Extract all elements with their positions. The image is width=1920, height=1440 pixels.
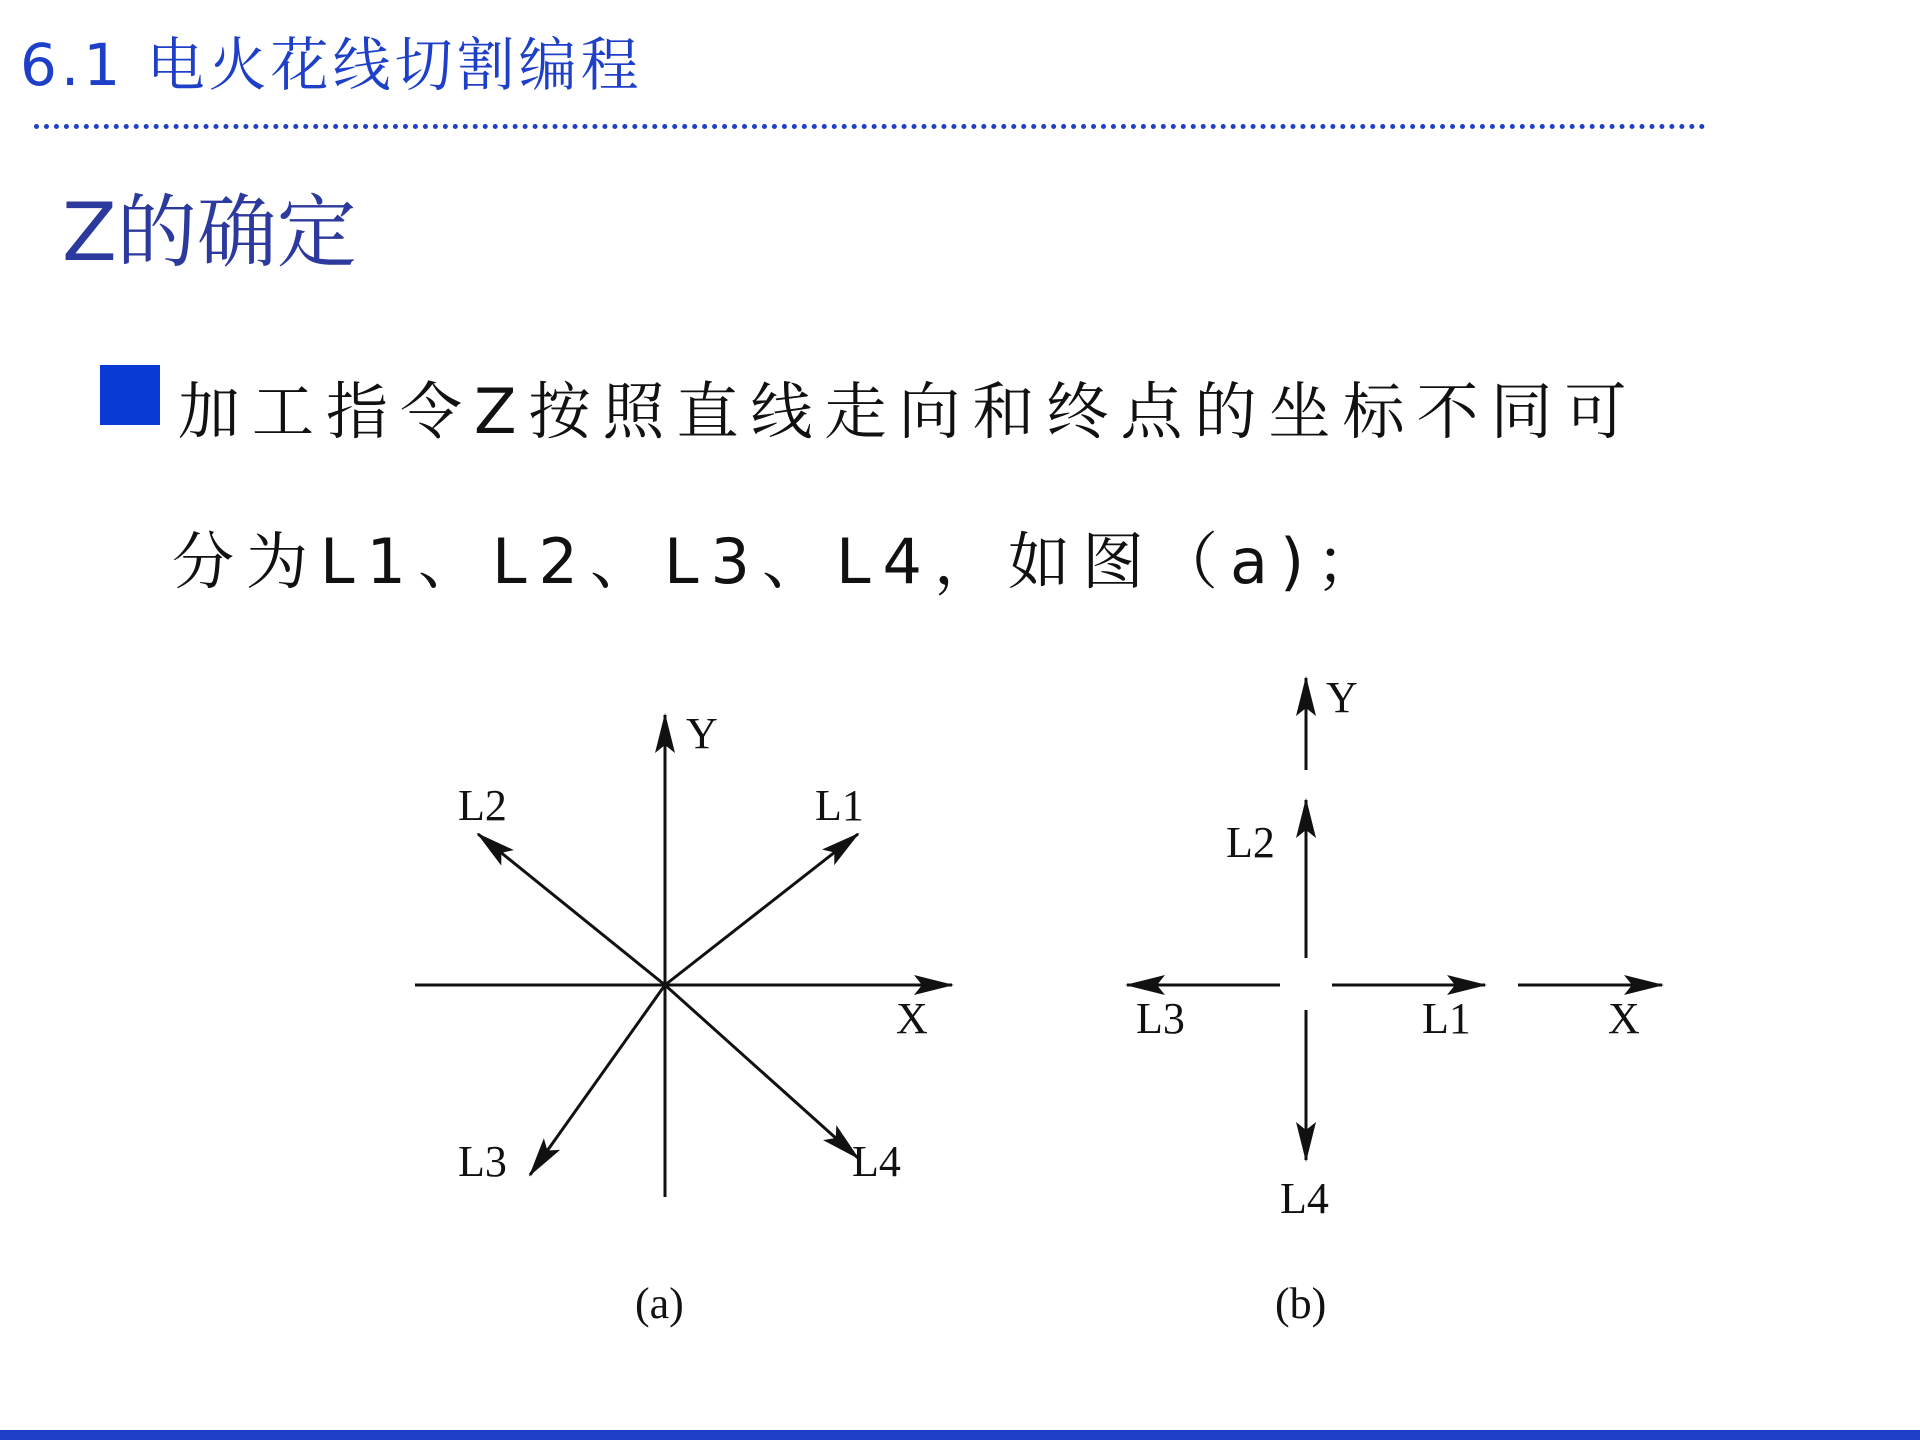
figure-b-label-l4: L4 (1280, 1174, 1329, 1223)
figure-a-arrow-l4 (665, 985, 858, 1158)
figure-b-caption: (b) (1275, 1279, 1327, 1328)
section-heading: Z的确定 (62, 186, 357, 279)
body-text-line-1: 加工指令Z按照直线走向和终点的坐标不同可 (178, 375, 1639, 448)
figure-a-caption: (a) (635, 1279, 684, 1328)
figure-a-arrow-l3 (530, 985, 665, 1175)
figure-a-x-label: X (896, 994, 928, 1043)
figure-a-label-l2: L2 (458, 781, 507, 830)
figure-a-label-l4: L4 (852, 1137, 901, 1186)
figure-a-label-l1: L1 (815, 781, 864, 830)
figure-b-label-l3: L3 (1136, 994, 1185, 1043)
figure-b-label-l1: L1 (1422, 994, 1471, 1043)
figure-b-label-l2: L2 (1226, 818, 1275, 867)
figure-a-arrow-l1 (665, 834, 858, 985)
body-text-line-2: 分为L1、L2、L3、L4，如图（a)； (172, 525, 1391, 598)
figure-a (415, 709, 952, 1328)
figure-a-label-l3: L3 (458, 1137, 507, 1186)
figure-b-x-label: X (1608, 994, 1640, 1043)
page-title: 6.1 电火花线切割编程 (20, 31, 643, 99)
figure-b-y-label: Y (1326, 673, 1358, 722)
bottom-bar (0, 1430, 1920, 1440)
figure-b (1127, 673, 1662, 1328)
figure-a-arrow-l2 (478, 834, 665, 985)
figure-a-y-label: Y (686, 709, 718, 758)
